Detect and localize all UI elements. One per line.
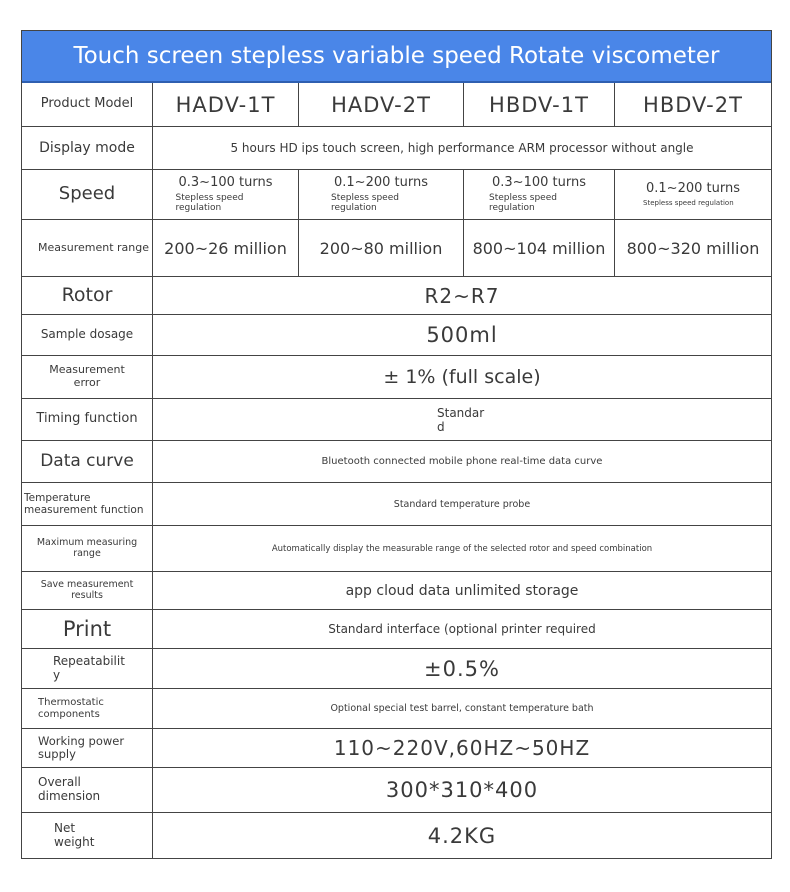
label-print: Print [22, 610, 153, 648]
label-sample-dosage: Sample dosage [22, 315, 153, 355]
label-maximum-measuring-range: Maximum measuring range [22, 526, 153, 571]
range-4: 800~320 million [626, 238, 760, 258]
row-temperature-measurement [22, 483, 771, 526]
value-overall-dimension: 300*310*400 [385, 778, 539, 802]
row-maximum-measuring-range [22, 526, 771, 572]
range-1: 200~26 million [153, 220, 299, 276]
value-rotor: R2~R7 [424, 283, 500, 308]
speed-cell-1 [153, 170, 299, 219]
label-thermostatic-components: Thermostatic components [22, 689, 153, 728]
row-data-curve [22, 441, 771, 483]
value-thermostatic-components: Optional special test barrel, constant temperature bath [330, 703, 594, 714]
value-save-measurement-results: app cloud data unlimited storage [345, 582, 579, 599]
label-product-model: Product Model [22, 83, 153, 126]
speed-cell-2 [299, 170, 464, 219]
label-measurement-error: Measurement error [22, 356, 153, 398]
model-4: HBDV-2T [643, 92, 743, 117]
label-speed: Speed [22, 170, 153, 219]
speed-value: 0.3~100 turns [492, 175, 586, 191]
table-title: Touch screen stepless variable speed Rotate viscometer [22, 31, 771, 83]
value-sample-dosage: 500ml [426, 323, 498, 347]
row-measurement-range [22, 220, 771, 277]
row-product-model [22, 83, 771, 127]
range-3: 800~104 million [464, 220, 615, 276]
row-working-power-supply [22, 729, 771, 768]
value-print: Standard interface (optional printer required [328, 622, 596, 636]
value-measurement-error: ± 1% (full scale) [383, 366, 541, 388]
row-measurement-error [22, 356, 771, 399]
spec-table [21, 30, 772, 859]
label-temperature-measurement: Temperature measurement function [22, 483, 153, 525]
row-repeatability [22, 649, 771, 689]
range-2: 200~80 million [299, 220, 464, 276]
label-save-measurement-results: Save measurement results [22, 572, 153, 609]
value-timing-function [153, 399, 771, 440]
value-working-power-supply: 110~220V,60HZ~50HZ [333, 736, 591, 760]
label-timing-function: Timing function [22, 399, 153, 440]
value-temperature-measurement: Standard temperature probe [393, 498, 531, 510]
label-rotor: Rotor [22, 277, 153, 314]
row-overall-dimension [22, 768, 771, 813]
label-data-curve: Data curve [22, 441, 153, 482]
row-save-measurement-results [22, 572, 771, 610]
value-net-weight: 4.2KG [427, 823, 497, 848]
model-3: HBDV-1T [464, 83, 615, 126]
label-net-weight: Net weight [22, 813, 153, 858]
row-speed [22, 170, 771, 220]
model-1: HADV-1T [153, 83, 299, 126]
label-measurement-range: Measurement range [22, 220, 153, 276]
model-2: HADV-2T [299, 83, 464, 126]
speed-note: Stepless speed regulation [175, 193, 244, 213]
speed-note: Stepless speed regulation [331, 193, 399, 213]
timing-value: Standard [437, 405, 485, 434]
speed-value: 0.3~100 turns [178, 175, 273, 191]
label-display-mode: Display mode [22, 127, 153, 169]
row-sample-dosage [22, 315, 771, 356]
speed-value: 0.1~200 turns [646, 181, 740, 197]
speed-note: Stepless speed regulation [643, 199, 734, 208]
row-thermostatic-components [22, 689, 771, 729]
speed-note: Stepless speed regulation [489, 193, 557, 213]
label-repeatability: Repeatabilit y [22, 649, 153, 688]
value-data-curve: Bluetooth connected mobile phone real-time data curve [321, 456, 603, 467]
value-display-mode: 5 hours HD ips touch screen, high performance ARM processor without angle [230, 141, 694, 155]
row-print [22, 610, 771, 649]
speed-value: 0.1~200 turns [334, 175, 428, 191]
speed-cell-3 [464, 170, 615, 219]
label-overall-dimension: Overall dimension [22, 768, 153, 812]
row-rotor [22, 277, 771, 315]
row-net-weight [22, 813, 771, 858]
row-display-mode [22, 127, 771, 170]
value-maximum-measuring-range: Automatically display the measurable range of the selected rotor and speed combination [271, 543, 653, 554]
value-repeatability: ±0.5% [424, 656, 500, 681]
speed-cell-4 [615, 170, 771, 219]
row-timing-function [22, 399, 771, 441]
label-working-power-supply: Working power supply [22, 729, 153, 767]
